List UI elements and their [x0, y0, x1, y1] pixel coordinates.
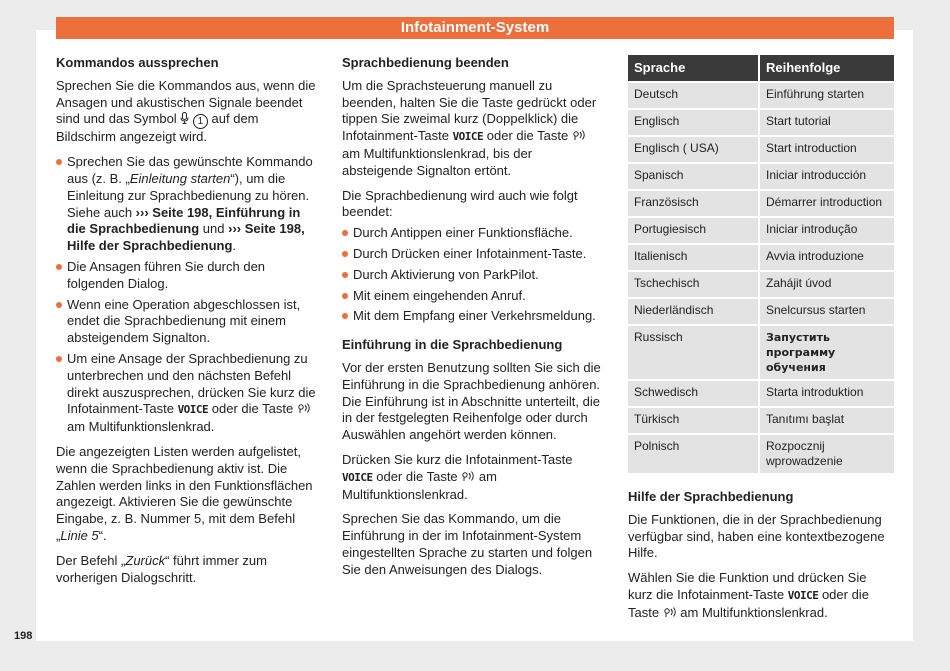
table-header-row	[628, 55, 894, 81]
cell-command: Start tutorial	[760, 110, 894, 135]
text: “.	[98, 527, 107, 543]
callout-number: 1	[193, 114, 208, 129]
list-item: Durch Antippen einer Funktionsfläche.	[342, 225, 606, 242]
bullet-list	[56, 154, 318, 436]
cell-language: Schwedisch	[628, 381, 758, 406]
cell-command: Einführung starten	[760, 83, 894, 108]
cell-language: Portugiesisch	[628, 218, 758, 243]
table-row	[628, 164, 894, 189]
steering-voice-icon	[297, 403, 311, 414]
text: Die angezeigten Listen werden aufgelistet, wenn die Sprachbedienung aktiv ist. Die Zahlen werden links in den Funktionsflächen angezeigt. Aktivieren Sie die gewünschte Eingabe, z. B. Nummer 5, mit dem Befehl „	[56, 443, 313, 543]
mic-icon	[180, 112, 189, 124]
cell-language: Tschechisch	[628, 272, 758, 297]
list-item: Die Ansagen führen Sie durch den folgenden Dialog.	[56, 259, 318, 293]
paragraph	[342, 78, 606, 180]
cell-command: Запустить программу обучения	[760, 326, 894, 379]
cell-command: Starta introduktion	[760, 381, 894, 406]
cell-command: Démarrer introduction	[760, 191, 894, 216]
page-number: 198	[14, 630, 33, 642]
text: oder die Taste	[483, 128, 572, 144]
text: Wählen Sie die Funktion und drücken Sie kurz die Infotainment-Taste	[628, 570, 867, 602]
language-table	[626, 53, 896, 475]
text: .	[232, 238, 237, 254]
cell-language: Spanisch	[628, 164, 758, 189]
paragraph	[56, 78, 318, 146]
cell-language: Polnisch	[628, 435, 758, 473]
page-reference-link[interactable]: ››› Seite 198, Einführung in die Sprachbedienung	[67, 204, 301, 237]
cell-language: Englisch ( USA)	[628, 137, 758, 162]
cell-command: Iniciar introdução	[760, 218, 894, 243]
list-item: Durch Drücken einer Infotainment-Taste.	[342, 246, 606, 263]
column-header-sprache: Sprache	[628, 55, 758, 81]
text: Drücken Sie kurz die Infotainment-Taste	[342, 451, 573, 467]
cell-language: Deutsch	[628, 83, 758, 108]
list-item: Wenn eine Operation abgeschlossen ist, endet die Sprachbedienung mit einem absteigendem Signalton.	[56, 297, 318, 347]
text: oder die Taste	[208, 401, 297, 417]
paragraph	[56, 553, 318, 587]
text: Der Befehl „	[56, 552, 126, 568]
paragraph	[56, 444, 318, 545]
table-row	[628, 408, 894, 433]
list-item: Mit dem Empfang einer Verkehrsmeldung.	[342, 308, 606, 325]
text: am Multifunktionslenkrad.	[676, 604, 828, 620]
column-header-reihenfolge: Reihenfolge	[760, 55, 894, 81]
text: Sprechen Sie die Kommandos aus, wenn die Ansagen und akustischen Signale beendet sind und das Symbol	[56, 77, 316, 127]
voice-key-label: VOICE	[342, 470, 373, 484]
text: “ führt immer zum vorherigen Dialogschritt.	[56, 552, 267, 585]
table-row	[628, 381, 894, 406]
cell-command: Iniciar introducción	[760, 164, 894, 189]
table-row	[628, 272, 894, 297]
table-row	[628, 137, 894, 162]
table-row	[628, 191, 894, 216]
text: Sprechen Sie das gewünschte Kommando aus (z. B. „	[67, 154, 313, 186]
cell-command: Tanıtımı başlat	[760, 408, 894, 433]
text: auf dem Bildschirm angezeigt wird.	[56, 111, 259, 145]
text: oder die Taste	[628, 586, 869, 620]
paragraph	[342, 452, 606, 503]
voice-key-label: VOICE	[452, 130, 484, 144]
page-reference-link[interactable]: ››› Seite 198, Hilfe der Sprachbedienung	[67, 221, 305, 254]
table-row	[628, 218, 894, 243]
text: Um die Sprachsteuerung manuell zu beenden, halten Sie die Taste gedrückt oder tippen Sie zweimal kurz (Doppelklick) die Infotainment-Taste	[342, 77, 597, 144]
table-row	[628, 83, 894, 108]
command-text: Zurück	[125, 552, 166, 568]
paragraph: Die Funktionen, die in der Sprachbedienung verfügbar sind, haben eine kontextbezogene Hilfe.	[628, 511, 885, 561]
heading-hilfe: Hilfe der Sprachbedienung	[628, 489, 794, 504]
cell-language: Französisch	[628, 191, 758, 216]
cell-language: Englisch	[628, 110, 758, 135]
table-row	[628, 299, 894, 324]
paragraph	[628, 570, 894, 621]
column-3	[628, 55, 894, 630]
table-row	[628, 435, 894, 473]
heading-sprachbedienung-beenden: Sprachbedienung beenden	[342, 55, 509, 70]
cell-command: Snelcursus starten	[760, 299, 894, 324]
text: Um eine Ansage der Sprachbedienung zu unterbrechen und den nächsten Befehl direkt auszusprechen, drücken Sie kurz die Infotainment-Taste	[67, 350, 316, 417]
cell-command: Start introduction	[760, 137, 894, 162]
table-row	[628, 110, 894, 135]
heading-kommandos: Kommandos aussprechen	[56, 55, 219, 70]
text: am Multifunktionslenkrad.	[342, 468, 497, 502]
paragraph: Vor der ersten Benutzung sollten Sie sich die Einführung in die Sprachbedienung anhören. Die Einführung ist in Abschnitte unterteilt, die in der festgelegten Reihenfolge oder durch Auswählen angehört werden können.	[342, 359, 601, 443]
cell-command: Zahájit úvod	[760, 272, 894, 297]
cell-language: Italienisch	[628, 245, 758, 270]
text: oder die Taste	[372, 468, 462, 484]
column-1	[56, 55, 318, 594]
table-row	[628, 326, 894, 379]
bullet-list	[342, 225, 606, 325]
list-item: Mit einem eingehenden Anruf.	[342, 288, 606, 305]
cell-command: Rozpocznij wprowadzenie	[760, 435, 894, 473]
text: am Multifunktionslenkrad, bis der absteigende Signalton ertönt.	[342, 145, 533, 178]
command-text: Linie 5	[60, 527, 99, 543]
list-item: Durch Aktivierung von ParkPilot.	[342, 267, 606, 284]
section-header: Infotainment-System	[56, 17, 894, 39]
steering-voice-icon	[663, 607, 677, 618]
cell-language: Russisch	[628, 326, 758, 379]
cell-language: Türkisch	[628, 408, 758, 433]
column-2	[342, 55, 606, 587]
list-item	[56, 351, 318, 436]
text: und	[199, 221, 229, 237]
voice-key-label: VOICE	[177, 403, 209, 417]
paragraph: Sprechen Sie das Kommando, um die Einführung in der im Infotainment-System eingestellten Sprache zu starten und folgen Sie den Anweisungen des Dialogs.	[342, 511, 593, 577]
text: “), um die Einleitung zur Sprachbedienung zu hören. Siehe auch	[67, 170, 310, 220]
paragraph: Die Sprachbedienung wird auch wie folgt beendet:	[342, 187, 578, 220]
steering-voice-icon	[572, 130, 586, 141]
cell-language: Niederländisch	[628, 299, 758, 324]
steering-voice-icon	[461, 471, 475, 482]
command-text: Einleitung starten	[129, 170, 231, 186]
list-item	[56, 154, 318, 255]
voice-key-label: VOICE	[787, 588, 819, 602]
table-row	[628, 245, 894, 270]
cell-command: Avvia introduzione	[760, 245, 894, 270]
heading-einfuehrung: Einführung in die Sprachbedienung	[342, 337, 563, 353]
text: am Multifunktionslenkrad.	[67, 419, 215, 435]
